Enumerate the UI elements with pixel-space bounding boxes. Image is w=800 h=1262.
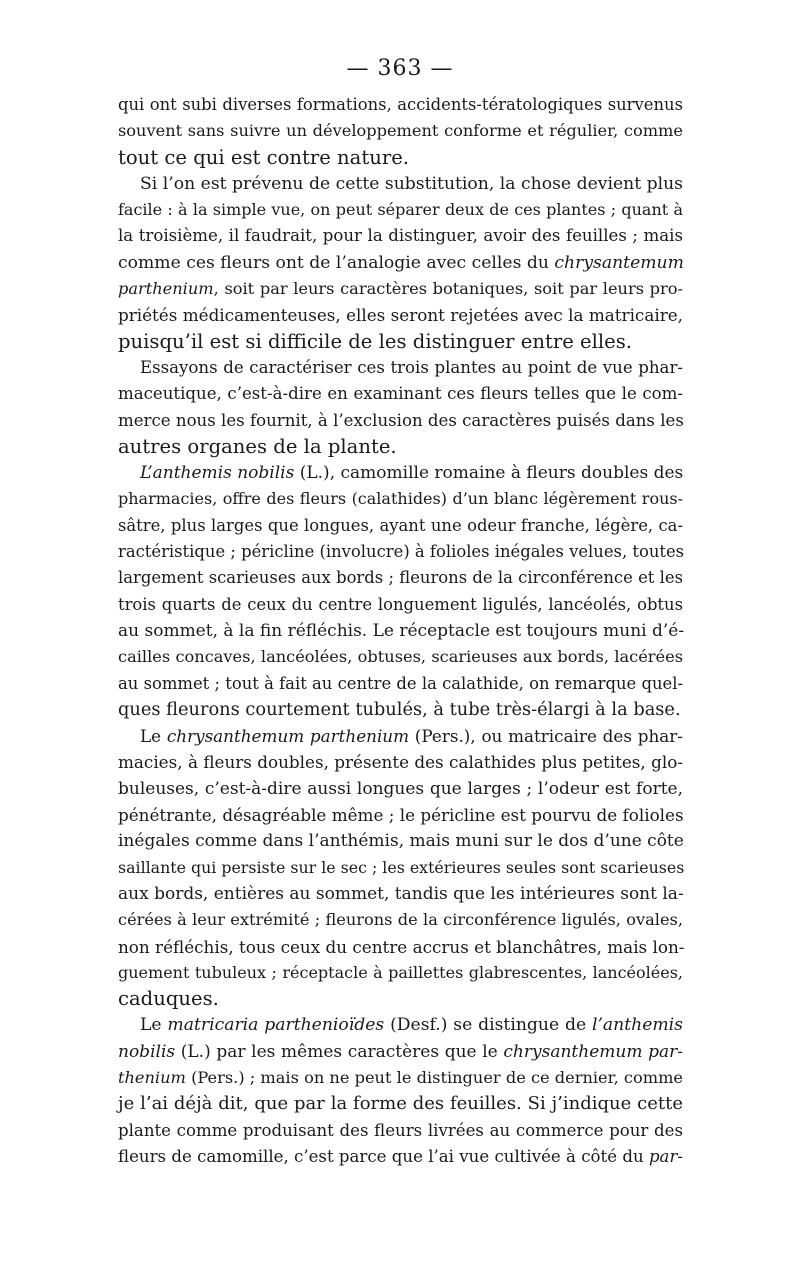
text-line	[118, 881, 683, 907]
text-segment: saillante qui persiste sur le sec ; les extérieures seules sont scarieuses	[118, 857, 685, 877]
text-line	[118, 618, 683, 644]
text-line	[118, 1039, 683, 1065]
text-line	[118, 355, 683, 381]
text-segment: (L.), camomille romaine à fleurs doubles des	[294, 463, 684, 484]
text-line	[118, 644, 683, 670]
italic-text: L’anthemis nobilis	[140, 463, 295, 484]
text-line	[118, 723, 683, 749]
text-line	[118, 907, 683, 933]
text-segment: cérées à leur extrémité ; fleurons de la circonférence ligulés, ovales,	[118, 910, 683, 930]
text-segment: la troisième, il faudrait, pour la distinguer, avoir des feuilles ; mais	[118, 226, 683, 246]
text-segment: trois quarts de ceux du centre longuement ligulés, lancéolés, obtus	[118, 594, 683, 614]
text-segment: fleurs de camomille, c’est parce que l’ai vue cultivée à côté du	[118, 1146, 649, 1166]
text-line	[118, 671, 683, 697]
text-segment: aux bords, entières au sommet, tandis que les intérieures sont la-	[118, 883, 684, 904]
text-line	[118, 828, 683, 854]
text-line	[118, 802, 683, 828]
text-line	[118, 960, 683, 986]
text-line	[118, 171, 683, 197]
text-line	[118, 408, 683, 434]
text-segment: au sommet ; tout à fait au centre de la calathide, on remarque quel-	[118, 673, 683, 693]
text-segment: Le	[140, 1015, 168, 1036]
text-line	[118, 697, 683, 723]
text-segment: (Pers.), ou matricaire des phar-	[409, 726, 683, 747]
text-segment: macies, à fleurs doubles, présente des calathides plus petites, glo-	[118, 752, 683, 773]
text-line	[118, 513, 683, 539]
text-line	[118, 329, 683, 355]
text-segment: facile : à la simple vue, on peut séparer deux de ces plantes ; quant à	[118, 200, 683, 220]
text-segment: maceutique, c’est-à-dire en examinant ces fleurs telles que le com-	[118, 384, 683, 404]
text-segment: autres organes de la plante.	[118, 434, 397, 458]
text-segment: guement tubuleux ; réceptacle à paillettes glabrescentes, lancéolées,	[118, 962, 683, 982]
page-number: — 363 —	[346, 56, 454, 81]
text-segment: caduques.	[118, 987, 219, 1011]
italic-text: thenium	[118, 1067, 186, 1087]
text-segment: priétés médicamenteuses, elles seront rejetées avec la matricaire,	[118, 305, 683, 326]
text-line	[118, 855, 683, 881]
text-segment: largement scarieuses aux bords ; fleurons de la circonférence et les	[118, 568, 683, 588]
text-segment: , soit par leurs caractères botaniques, soit par leurs pro-	[213, 279, 683, 299]
text-segment: ques fleurons courtement tubulés, à tube très-élargi à la base.	[118, 698, 681, 720]
text-line	[118, 1012, 683, 1038]
text-segment: pénétrante, désagréable même ; le péricline est pourvu de folioles	[118, 805, 684, 826]
text-segment: plante comme produisant des fleurs livrées au commerce pour des	[118, 1120, 683, 1140]
text-segment: Le	[140, 726, 167, 747]
text-line	[118, 276, 683, 302]
text-segment: sâtre, plus larges que longues, ayant une odeur franche, légère, ca-	[118, 515, 683, 535]
text-line	[118, 460, 683, 486]
text-line	[118, 1118, 683, 1144]
text-line	[118, 223, 683, 249]
text-segment: tout ce qui est contre nature.	[118, 145, 410, 169]
text-segment: (Desf.) se distingue de	[384, 1015, 592, 1036]
text-line	[118, 934, 683, 960]
text-segment: qui ont subi diverses formations, accidents-tératologiques survenus	[118, 95, 683, 114]
italic-text: chrysanthemum parthenium	[166, 726, 410, 747]
body-text	[118, 92, 683, 1170]
text-line	[118, 1065, 683, 1091]
text-segment: souvent sans suivre un développement conforme et régulier, comme	[118, 121, 683, 141]
text-line	[118, 986, 683, 1012]
text-line	[118, 197, 683, 223]
text-line	[118, 302, 683, 328]
text-segment: pharmacies, offre des fleurs (calathides) d’un blanc légèrement rous-	[118, 489, 683, 509]
text-segment: non réfléchis, tous ceux du centre accrus et blanchâtres, mais lon-	[118, 936, 685, 957]
italic-text: chrysantemum	[554, 252, 684, 273]
italic-text: l’anthemis	[591, 1015, 683, 1036]
text-segment: Essayons de caractériser ces trois plantes au point de vue phar-	[140, 357, 683, 377]
text-segment: je l’ai déjà dit, que par la forme des feuilles. Si j’indique cette	[118, 1093, 683, 1115]
text-line	[118, 145, 683, 171]
text-line	[118, 592, 683, 618]
text-segment: buleuses, c’est-à-dire aussi longues que larges ; l’odeur est forte,	[118, 778, 683, 799]
text-segment: Si l’on est prévenu de cette substitution, la chose devient plus	[140, 173, 683, 194]
text-segment: (L.) par les mêmes caractères que le	[175, 1041, 504, 1062]
italic-text: nobilis	[118, 1041, 176, 1062]
text-line	[118, 1144, 683, 1170]
italic-text: chrysanthemum par-	[503, 1041, 683, 1062]
italic-text: par-	[648, 1146, 683, 1166]
text-segment: cailles concaves, lancéolées, obtuses, scarieuses aux bords, lacérées	[118, 647, 683, 667]
text-segment: puisqu’il est si difficile de les distinguer entre elles.	[118, 329, 633, 353]
text-line	[118, 250, 683, 276]
text-segment: au sommet, à la fin réfléchis. Le réceptacle est toujours muni d’é-	[118, 620, 685, 641]
text-segment: ractéristique ; péricline (involucre) à folioles inégales velues, toutes	[118, 542, 685, 562]
text-line	[118, 565, 683, 591]
text-segment: merce nous les fournit, à l’exclusion des caractères puisés dans les	[118, 410, 684, 430]
text-line	[118, 749, 683, 775]
text-line	[118, 776, 683, 802]
text-line	[118, 92, 683, 118]
italic-text: parthenium	[118, 279, 214, 299]
text-line	[118, 434, 683, 460]
text-segment: (Pers.) ; mais on ne peut le distinguer de ce dernier, comme	[185, 1067, 683, 1087]
text-segment: inégales comme dans l’anthémis, mais muni sur le dos d’une côte	[118, 831, 684, 852]
text-line	[118, 1091, 683, 1117]
text-line	[118, 486, 683, 512]
text-line	[118, 539, 683, 565]
text-line	[118, 118, 683, 144]
italic-text: matricaria parthenioïdes	[167, 1015, 385, 1036]
text-line	[118, 381, 683, 407]
text-segment: comme ces fleurs ont de l’analogie avec celles du	[118, 252, 555, 273]
